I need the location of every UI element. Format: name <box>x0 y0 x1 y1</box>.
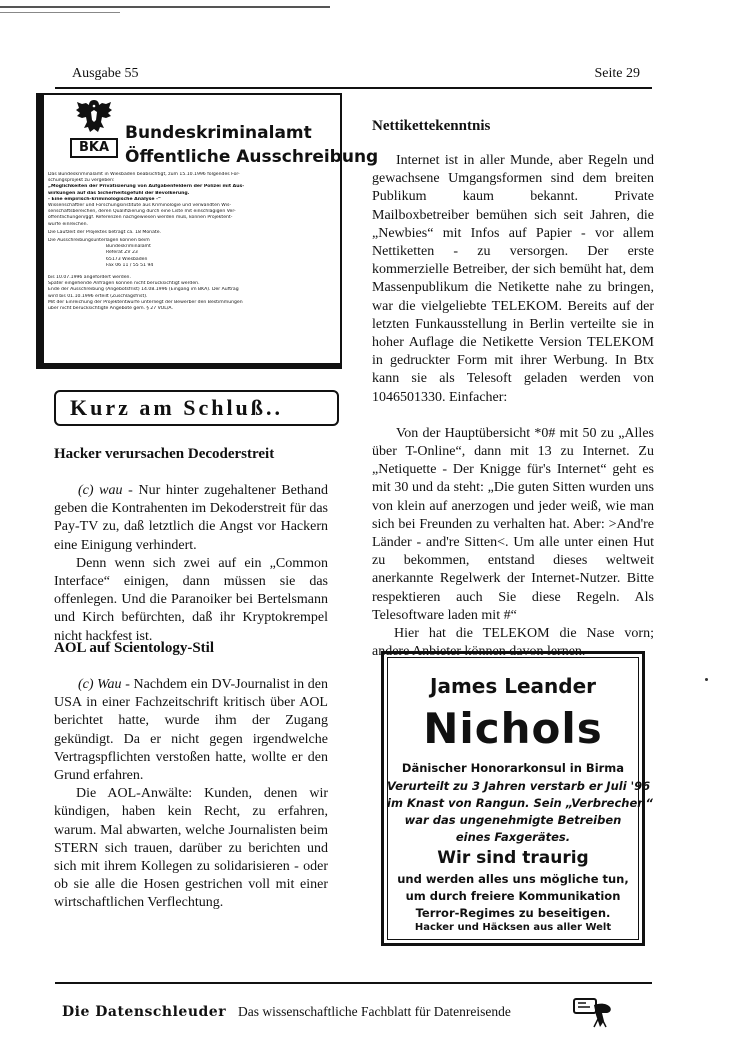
article-paragraph: Von der Hauptübersicht *0# mit 50 zu „Alles über T-Online“, dann mit 13 zu Internet. Zu „Netiquette - Der Knigge für's Internet“ geht es mit 30 und da steht: „Die guten Sitten wurden uns von klein auf anerzogen und jeder weiß, wie man sich bei Freunden zu verhalten hat. Aber: >And're Länder - and're Sitten<. Um alle unter einen Hut zu bekommen, entstand dieses weltweit anerkannte Regelwerk der Internet-Nutzer. Bitte respektieren auch Sie diese Regeln. Als Telesoftware laden mit #“ <box>372 425 654 623</box>
bka-line: - Eine empirisch-kriminologische Analyse -“ <box>48 196 162 202</box>
article-body-nettikette <box>372 152 654 661</box>
memorial-line: Dänischer Honorarkonsul in Birma <box>401 761 625 775</box>
bka-line: Die Ausschreibungsunterlagen können beim <box>48 238 150 244</box>
article-paragraph: Hier hat die TELEKOM die Nase vorn; andere Anbieter können davon lernen. <box>372 626 654 660</box>
scan-dot <box>705 678 708 681</box>
article-title-nettikette: Nettikettekenntnis <box>372 118 491 134</box>
memorial-name-line1: James Leander <box>430 674 596 698</box>
article-body-decoderstreit <box>54 482 328 646</box>
article-paragraph: Denn wenn sich zwei auf ein „Common Interface“ einigen, dann müssen sie das offenlegen. Und die Paranoiker bei Bertelsmann und Kirch befürchten, daß ihr Kryptokrempel nicht hackfest ist. <box>54 555 328 644</box>
bka-line: Ende der Ausschreibung (Angebotsfrist) 14.08.1996 (Eingang im BKA). Der Auftrag <box>48 287 239 293</box>
bka-line: Später eingehende Anfragen können nicht berücksichtigt werden. <box>48 281 200 287</box>
page-number: Seite 29 <box>594 66 640 81</box>
article-paragraph: Die AOL-Anwälte: Kunden, denen wir kündigen, haben kein Recht, zu erfahren, warum. Mal abwarten, welche Journalisten beim STERN sich trauen, darüber zu berichten und sich mit ihrem Kollegen zu solidarisieren - oder ob sie alle die Hosen gestrichen voll mit einer wirtschaftlichen Verflechtung. <box>54 786 328 911</box>
memorial-line: Terror-Regimes zu beseitigen. <box>415 906 611 920</box>
magazine-tagline: Das wissenschaftliche Fachblatt für Datenreisende <box>238 1004 511 1019</box>
bka-address-line: Referat ZV 23 <box>106 250 138 256</box>
bka-line: „Möglichkeiten der Privatisierung von Aufgabenfeldern der Polizei mit Aus- <box>48 184 245 190</box>
article-paragraph: Internet ist in aller Munde, aber Regeln und gewachsene Umgangsformen sind dem breiten Publikum kaum bekannt. Private Mailboxbetreiber bemühen sich seit Jahren, die „Newbies“ mit Infos auf Papier - vor allem Nettiketten - zu versorgen. Der erste kommerzielle Betreiber, der sich bemüht hat, dem Massenpublikum die Netikette nahe zu bringen, war die vielgeliebte TELEKOM. Bereits auf der letzten Funkausstellung in Berlin verteilte sie in hoher Auflage die Netikette Version TELEKOM in gedruckter Form mit ihrer Werbung. In Btx kann sie als Telesoft geladen werden von 1046501330. Einfacher: <box>372 153 654 405</box>
article-paragraph: - Nachdem ein DV-Journalist in den USA in einer Fachzeitschrift kritisch über AOL berichtet hatte, wurde ihm der Zugang gekündigt. Da er nicht gegen irgendwelche Vertragspflichten verstoßen hatte, wollte er den Grund erfahren. <box>54 677 328 784</box>
bka-line: Mit der Einreichung der Projektentwürfe unterliegt der Bewerber den Bestimmungen <box>48 299 243 305</box>
article-author: (c) wau <box>78 483 123 498</box>
chaosknoten-icon <box>572 997 616 1031</box>
memorial-line: Verurteilt zu 3 Jahren verstarb er Juli '96 <box>387 779 651 793</box>
scan-artifact-line <box>0 6 330 8</box>
bka-logo-label: BKA <box>70 138 118 158</box>
bka-notice-text <box>48 172 338 312</box>
bka-line: Die Laufzeit der Projektes beträgt ca. 18 Monate. <box>48 229 161 235</box>
bka-line: bis 10.07.1996 angefordert werden. <box>48 275 131 281</box>
bka-line: Wissenschaftler und Forschungsinstitute aus Kriminologie und verwandten Wis- <box>48 203 232 209</box>
article-title-decoderstreit: Hacker verursachen Decoderstreit <box>54 446 275 462</box>
bka-line: über nicht berücksichtigte Angebote gem. § 27 VOL/A. <box>48 306 173 312</box>
bka-title: Bundeskriminalamt <box>125 123 312 143</box>
memorial-line: eines Faxgerätes. <box>455 830 571 844</box>
scan-artifact-line-2 <box>0 12 120 13</box>
memorial-line-large: Wir sind traurig <box>437 848 589 868</box>
article-title-aol: AOL auf Scientology-Stil <box>54 640 215 656</box>
bka-line: wirkungen auf das Sicherheitsgefühl der Bevölkerung. <box>48 190 190 196</box>
bka-subtitle: Öffentliche Ausschreibung <box>125 147 379 167</box>
memorial-line: und werden alles uns mögliche tun, <box>397 872 629 886</box>
bka-address-line: Bundeskriminalamt <box>106 244 151 250</box>
article-body-aol <box>54 676 328 913</box>
bka-line: schungsprojekt zu vergeben: <box>48 178 115 184</box>
bka-line: öffentlichungen/ggf. Referenzen nachgewiesen werden muß, können Projektent- <box>48 215 233 221</box>
memorial-name-line2: Nichols <box>423 704 603 753</box>
memorial-signature: Hacker und Häcksen aus aller Welt <box>414 922 612 933</box>
article-paragraph: - Nur hinter zugehaltener Bethand geben die Kontrahenten im Dekoderstreit für das Pay-TV zu, daß letztlich die Angst vor Hackern eine Einigung verhindert. <box>54 483 328 553</box>
bka-line: wird bis 01.10.1996 erteilt (Zuschlagsfrist). <box>48 293 148 299</box>
header-rule <box>55 87 652 89</box>
memorial-line: im Knast von Rangun. Sein „Verbrechen“ <box>387 796 653 810</box>
magazine-name: Die Datenschleuder <box>62 1004 227 1020</box>
bka-address-line: Fax 06 11 / 55 51 94 <box>106 262 154 268</box>
bka-address-line: 65173 Wiesbaden <box>106 256 148 262</box>
section-title-box: Kurz am Schluß.. <box>54 390 339 426</box>
issue-number: Ausgabe 55 <box>72 66 139 81</box>
footer-rule <box>55 982 652 984</box>
bka-line: Das Bundeskriminalamt in Wiesbaden beabsichtigt, zum 15.10.1996 folgendes For- <box>48 172 240 177</box>
memorial-line: war das ungenehmigte Betreiben <box>404 813 622 827</box>
bka-line: würfe einreichen. <box>48 221 89 227</box>
article-author: (c) Wau <box>78 677 122 692</box>
memorial-line: um durch freiere Kommunikation <box>405 889 621 903</box>
bka-line: senschaftsbereichen, deren Qualifizierung durch eine Liste mit einschlägigen Ver- <box>48 209 236 215</box>
bka-box-shadow-bottom <box>36 365 342 369</box>
bka-logo <box>70 98 118 160</box>
eagle-icon <box>74 98 114 136</box>
